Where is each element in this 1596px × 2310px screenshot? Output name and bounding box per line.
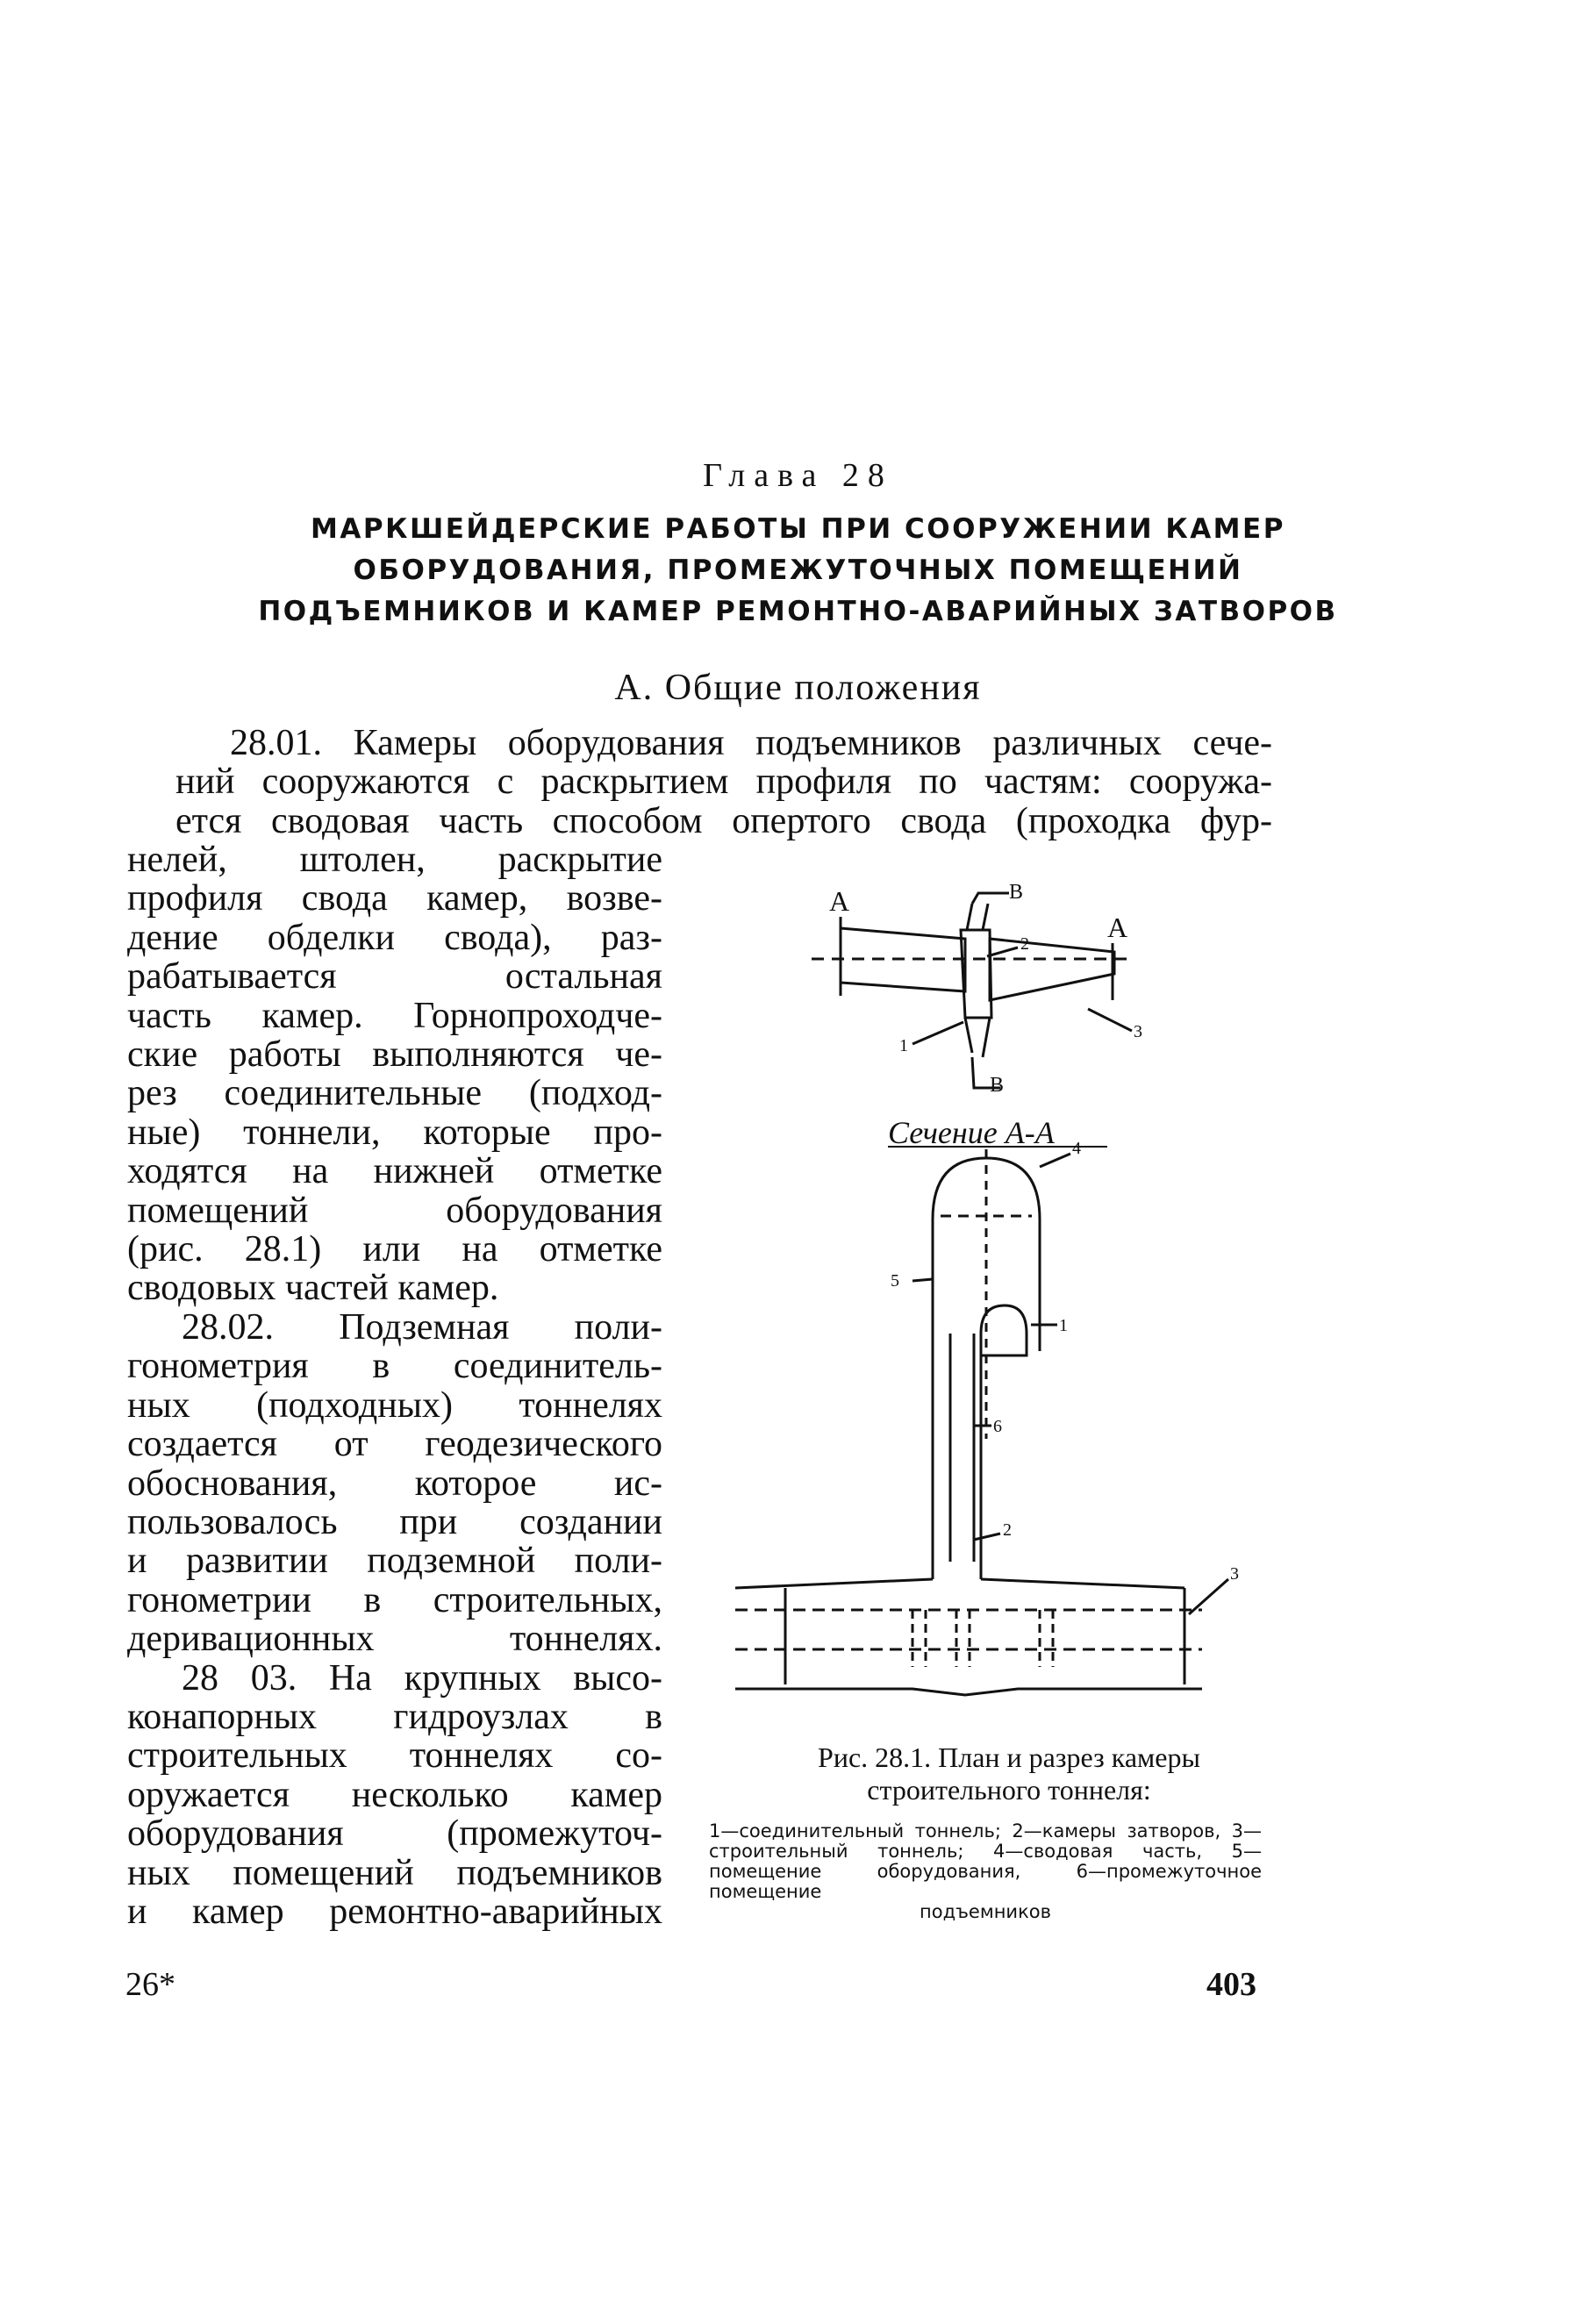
caption-line: Рис. 28.1. План и разрез камеры <box>818 1741 1200 1773</box>
text-line: и камер ремонтно-аварийных <box>127 1891 662 1932</box>
section-leader-2 <box>974 1534 1000 1540</box>
text-line: помещений оборудования <box>127 1190 662 1231</box>
section-tunnel-crown <box>735 1579 1184 1588</box>
section-intermediate-room <box>950 1334 974 1562</box>
text-line: ные) тоннели, которые про- <box>127 1112 662 1153</box>
section-label-4: 4 <box>1072 1139 1081 1158</box>
section-heading: А. Общие положения <box>614 668 982 708</box>
text-line: пользовалось при создании <box>127 1501 662 1542</box>
text-line: строительных тоннелях со- <box>127 1735 662 1777</box>
plan-leader-2 <box>987 948 1018 956</box>
chapter-heading: Глава 28 <box>703 457 893 494</box>
text-line: 28.01. Камеры оборудования подъемников различных сече- <box>230 723 1272 763</box>
section-label-2: 2 <box>1003 1520 1012 1540</box>
text-line: часть камер. Горнопроходче- <box>127 995 662 1036</box>
plan-connector-top <box>967 904 988 930</box>
section-leader-4 <box>1040 1154 1070 1167</box>
text-line: ется сводовая часть способом опертого свода (проходка фур- <box>175 800 1272 841</box>
text-line: и развитии подземной поли- <box>127 1541 662 1582</box>
section-leader-3 <box>1189 1579 1228 1614</box>
text-line: рабатывается остальная <box>127 956 662 998</box>
section-leader-5 <box>913 1279 933 1281</box>
text-line: гонометрия в соединитель- <box>127 1346 662 1387</box>
section-tunnel-invert <box>735 1689 1202 1695</box>
section-label-3: 3 <box>1230 1564 1239 1584</box>
section-view <box>735 1149 1228 1695</box>
text-line: гонометрии в строительных, <box>127 1579 662 1620</box>
text-line: обоснования, которое ис- <box>127 1463 662 1504</box>
signature-mark: 26* <box>125 1966 175 2003</box>
plan-label-a-left: А <box>829 885 850 917</box>
plan-label-1: 1 <box>899 1036 908 1055</box>
text-line: оборудования (промежуточ- <box>127 1813 662 1855</box>
title-line: ОБОРУДОВАНИЯ, ПРОМЕЖУТОЧНЫХ ПОМЕЩЕНИЙ <box>353 554 1243 586</box>
plan-leader-1 <box>913 1022 963 1044</box>
plan-label-3: 3 <box>1134 1022 1142 1041</box>
figure-legend <box>709 1821 1262 1922</box>
text-line: ных (подходных) тоннелях <box>127 1384 662 1426</box>
plan-leader-3 <box>1088 1009 1132 1031</box>
text-line: ские работы выполняются че- <box>127 1034 662 1076</box>
text-line: ных помещений подъемников <box>127 1852 662 1893</box>
text-line: ний сооружаются с раскрытием профиля по частям: сооружа- <box>175 762 1272 803</box>
text-line: дение обделки свода), раз- <box>127 917 662 958</box>
figure-caption <box>711 1741 1307 1806</box>
text-line: рез соединительные (подход- <box>127 1073 662 1114</box>
text-line: деривационных тоннелях. <box>127 1619 662 1660</box>
text-line: 28.02. Подземная поли- <box>182 1306 662 1348</box>
legend-text: 1—соединительный тоннель; 2—камеры затворов, 3—строительный тоннель; 4—сводовая часть, 5—помещение оборудования, 6—промежуточное помещение <box>709 1820 1262 1902</box>
section-label-5: 5 <box>891 1271 899 1291</box>
plan-view <box>812 893 1132 1088</box>
legend-last-line: подъемников <box>920 1901 1051 1922</box>
text-line: (рис. 28.1) или на отметке <box>127 1229 662 1270</box>
plan-label-b-top: В <box>1009 881 1024 904</box>
plan-b-leader-top <box>972 893 1009 904</box>
plan-label-a-right: А <box>1107 912 1128 943</box>
text-line: сводовых частей камер. <box>127 1268 499 1309</box>
section-view-label: Сечение А-А <box>888 1115 1055 1150</box>
caption-line: строительного тоннеля: <box>867 1774 1151 1806</box>
plan-connector-bottom <box>965 1018 990 1057</box>
page-number: 403 <box>1206 1966 1256 2003</box>
text-line: создается от геодезического <box>127 1424 662 1465</box>
section-label-6: 6 <box>993 1417 1002 1436</box>
text-line: 28 03. На крупных высо- <box>182 1657 662 1699</box>
title-line: ПОДЪЕМНИКОВ И КАМЕР РЕМОНТНО-АВАРИЙНЫХ ЗАТВОРОВ <box>258 596 1338 627</box>
text-line: ходятся на нижней отметке <box>127 1151 662 1192</box>
section-label-1: 1 <box>1059 1316 1068 1335</box>
plan-label-b-bottom: В <box>990 1074 1005 1097</box>
text-line: нелей, штолен, раскрытие <box>127 840 662 880</box>
section-gate-slots <box>913 1610 1053 1667</box>
section-connector-tunnel <box>981 1305 1027 1355</box>
plan-right-tunnel <box>990 939 1114 1000</box>
title-line: МАРКШЕЙДЕРСКИЕ РАБОТЫ ПРИ СООРУЖЕНИИ КАМЕР <box>311 513 1285 545</box>
plan-label-2: 2 <box>1020 934 1029 954</box>
text-line: оружается несколько камер <box>127 1774 662 1815</box>
text-line: профиля свода камер, возве- <box>127 878 662 919</box>
text-line: конапорных гидроузлах в <box>127 1696 662 1737</box>
